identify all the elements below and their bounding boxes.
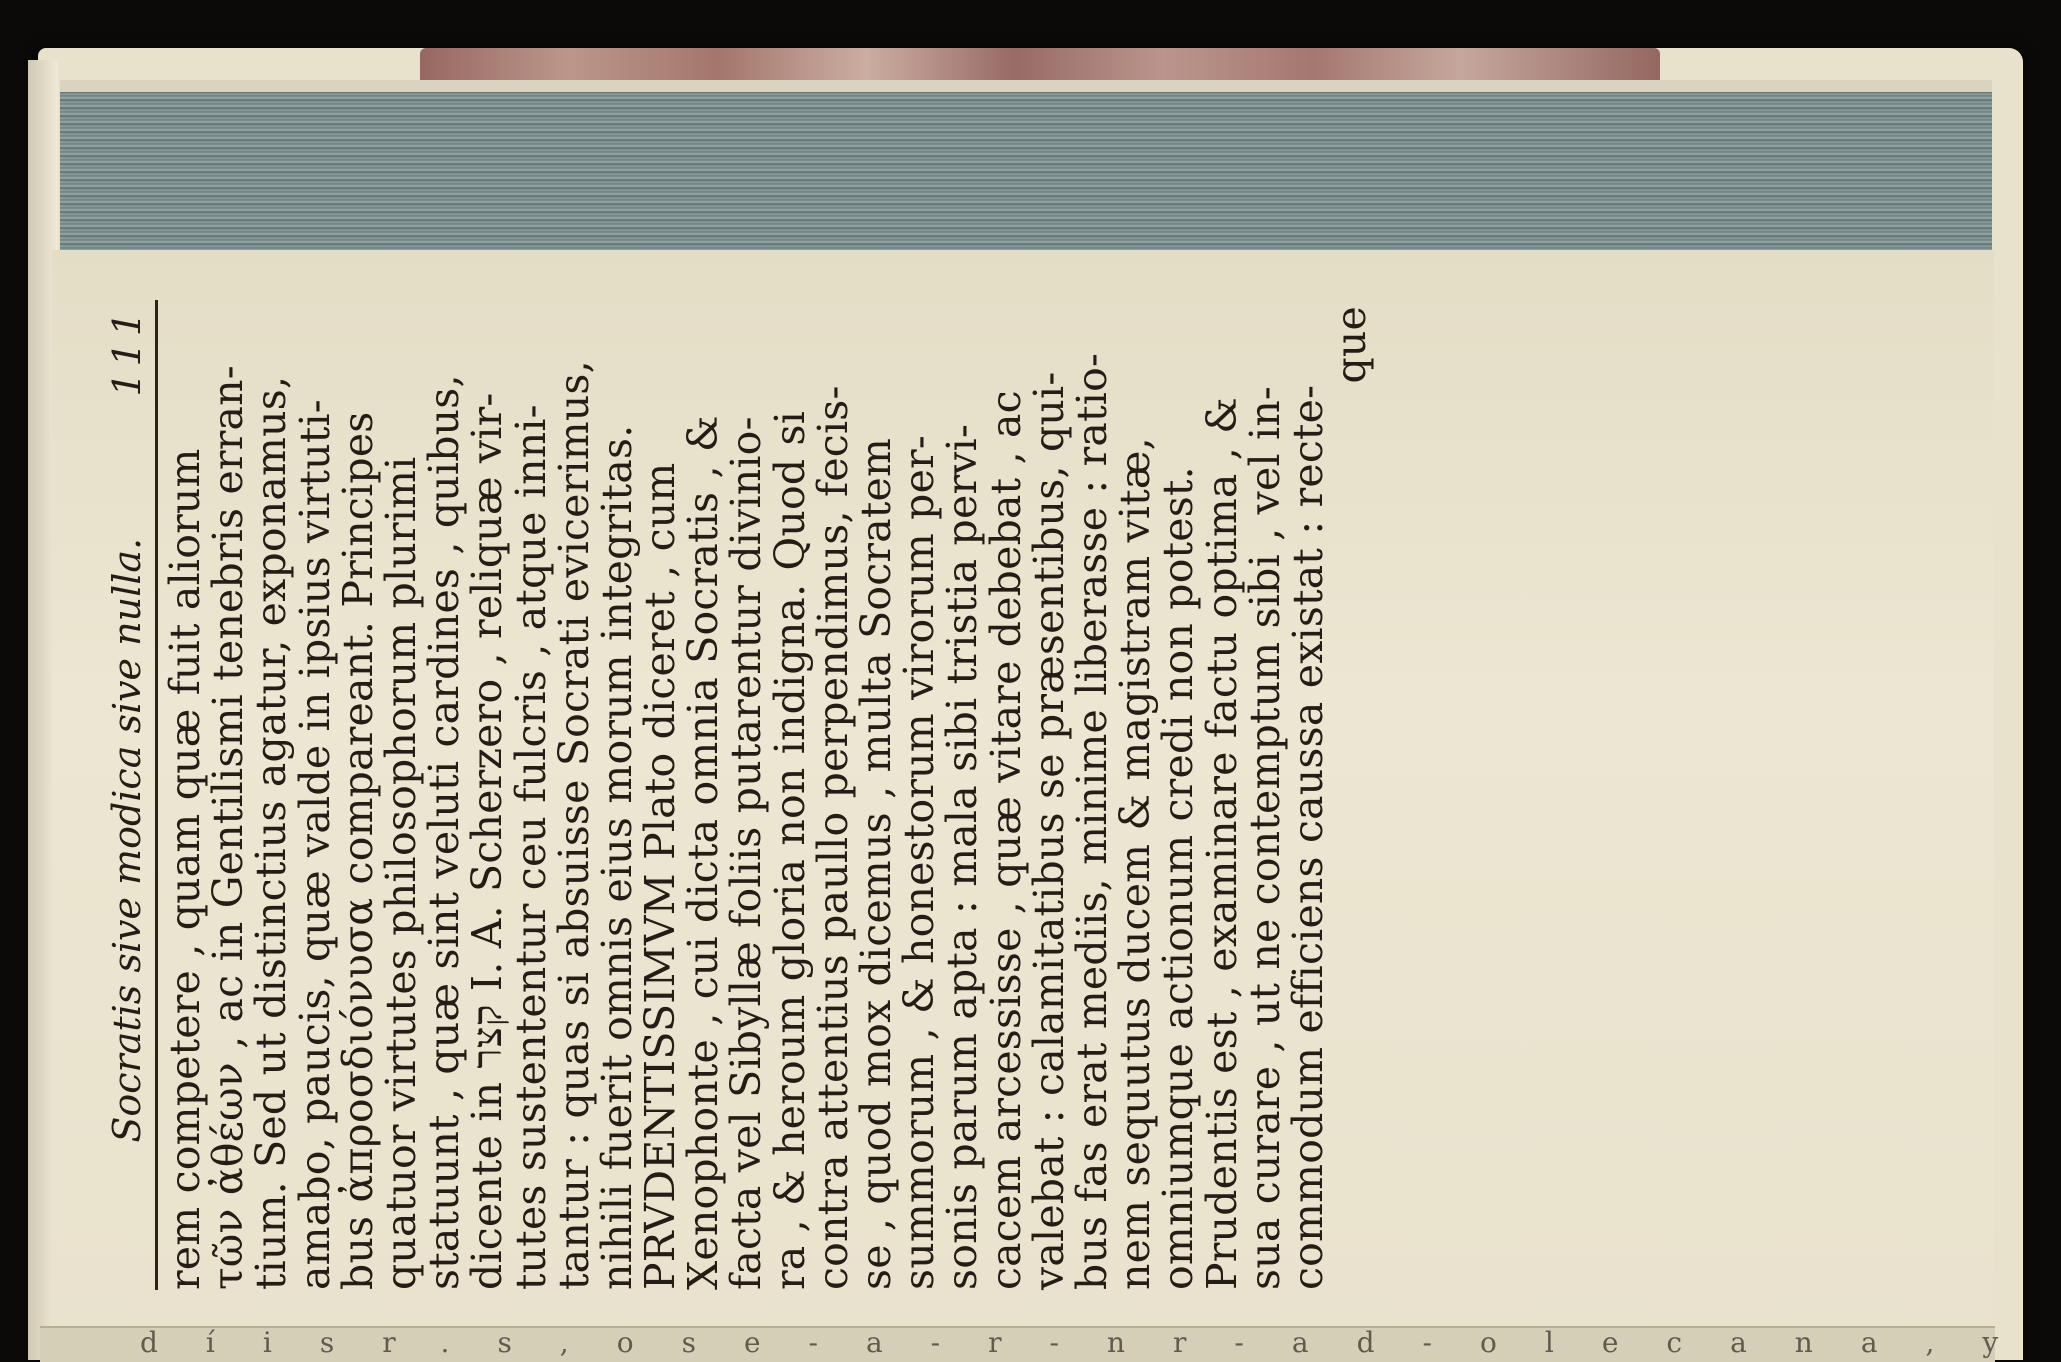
facing-fragment: a	[1291, 1326, 1357, 1359]
text-line: amabo, paucis, quæ valde in ipsius virtuti-	[290, 399, 339, 1290]
facing-fragment: c	[1666, 1326, 1731, 1359]
facing-fragment: y	[1982, 1326, 2047, 1359]
page-text-block	[105, 300, 1376, 1290]
facing-fragment: n	[1794, 1326, 1861, 1359]
facing-fragment: e-	[743, 1326, 866, 1359]
text-line: PRVDENTISSIMVM Plato diceret , cum	[636, 462, 685, 1290]
facing-fragment: a,	[1860, 1326, 1983, 1359]
text-line: contra attentius paullo perpendimus, fecis-	[808, 385, 857, 1290]
facing-fragment: is	[262, 1326, 383, 1359]
text-line: summorum , & honestorum virorum per-	[895, 435, 944, 1290]
facing-fragment: r-	[1173, 1326, 1292, 1359]
text-line: Xenophonte , cui dicta omnia Socratis , &	[679, 415, 728, 1290]
facing-fragment: dí	[140, 1326, 263, 1359]
text-line: ra , & heroum gloria non indigna. Quod si	[765, 410, 814, 1290]
text-line: tutes sustententur ceu fulcris , atque inni-	[506, 404, 555, 1290]
text-line: nihili fuerit omnis eius morum integritas.	[592, 424, 641, 1290]
text-line: rem competere , quam quæ fuit aliorum	[161, 448, 209, 1290]
facing-fragment: a-	[865, 1326, 989, 1359]
text-line: bus ἀπροσδιόνυσα compareant. Principes	[333, 411, 382, 1290]
body-text	[161, 300, 1376, 1290]
text-line: se , quod mox dicemus , multa Socratem	[852, 437, 900, 1290]
facing-fragment: r-	[988, 1326, 1107, 1359]
text-line: sua curare , ut ne contemptum sibi , vel in-	[1240, 386, 1289, 1290]
facing-fragment: a	[1730, 1326, 1795, 1359]
facing-fragment: r.	[382, 1326, 498, 1359]
page-number: 111	[105, 306, 149, 397]
text-line: valebat : calamitatibus se præsentibus, qui-	[1024, 371, 1073, 1290]
facing-fragment: ol	[1480, 1326, 1602, 1359]
text-line: bus fas erat mediis, minime liberasse : ratio-	[1067, 352, 1116, 1290]
text-line: statuunt , quæ sint veluti cardines , quibus,	[420, 374, 469, 1290]
text-line: que	[1327, 306, 1376, 384]
facing-fragment: os	[616, 1326, 744, 1359]
facing-page-fragments	[140, 1326, 2047, 1360]
text-line: tantur : quas si absuisse Socrati evicerimus,	[549, 360, 598, 1290]
text-line: cacem arcessisse , quæ vitare debebat , ac	[981, 390, 1030, 1290]
text-line: quatuor virtutes philosophorum plurimi	[376, 456, 425, 1290]
text-line: sonis parum apta : mala sibi tristia pervi-	[938, 424, 987, 1290]
text-line: omniumque actionum credi non potest.	[1154, 466, 1203, 1290]
text-line: facta vel Sibyllæ foliis putarentur divinio-	[722, 416, 771, 1290]
facing-fragment: n	[1107, 1326, 1174, 1359]
page-edges-stack	[60, 92, 1992, 253]
facing-fragment: s,	[497, 1326, 617, 1359]
text-line: tium. Sed ut distinctius agatur, exponamus,	[247, 375, 296, 1290]
text-line: Prudentis est , examinare factu optima , &	[1197, 397, 1246, 1290]
running-head-title: Socratis sive modica sive nulla.	[105, 537, 149, 1143]
text-line: dicente in קצר I. A. Scherzero , reliquæ vir-	[463, 392, 512, 1290]
facing-fragment: d-	[1356, 1326, 1480, 1359]
text-line: τῶν ἀθέων , ac in Gentilismi tenebris erran-	[204, 365, 253, 1290]
text-line: commodum efficiens caussa existat : recte-	[1283, 384, 1332, 1290]
running-header	[105, 300, 158, 1290]
text-line: nem sequutus ducem & magistram vitæ,	[1111, 437, 1160, 1290]
facing-fragment: e	[1601, 1326, 1667, 1359]
